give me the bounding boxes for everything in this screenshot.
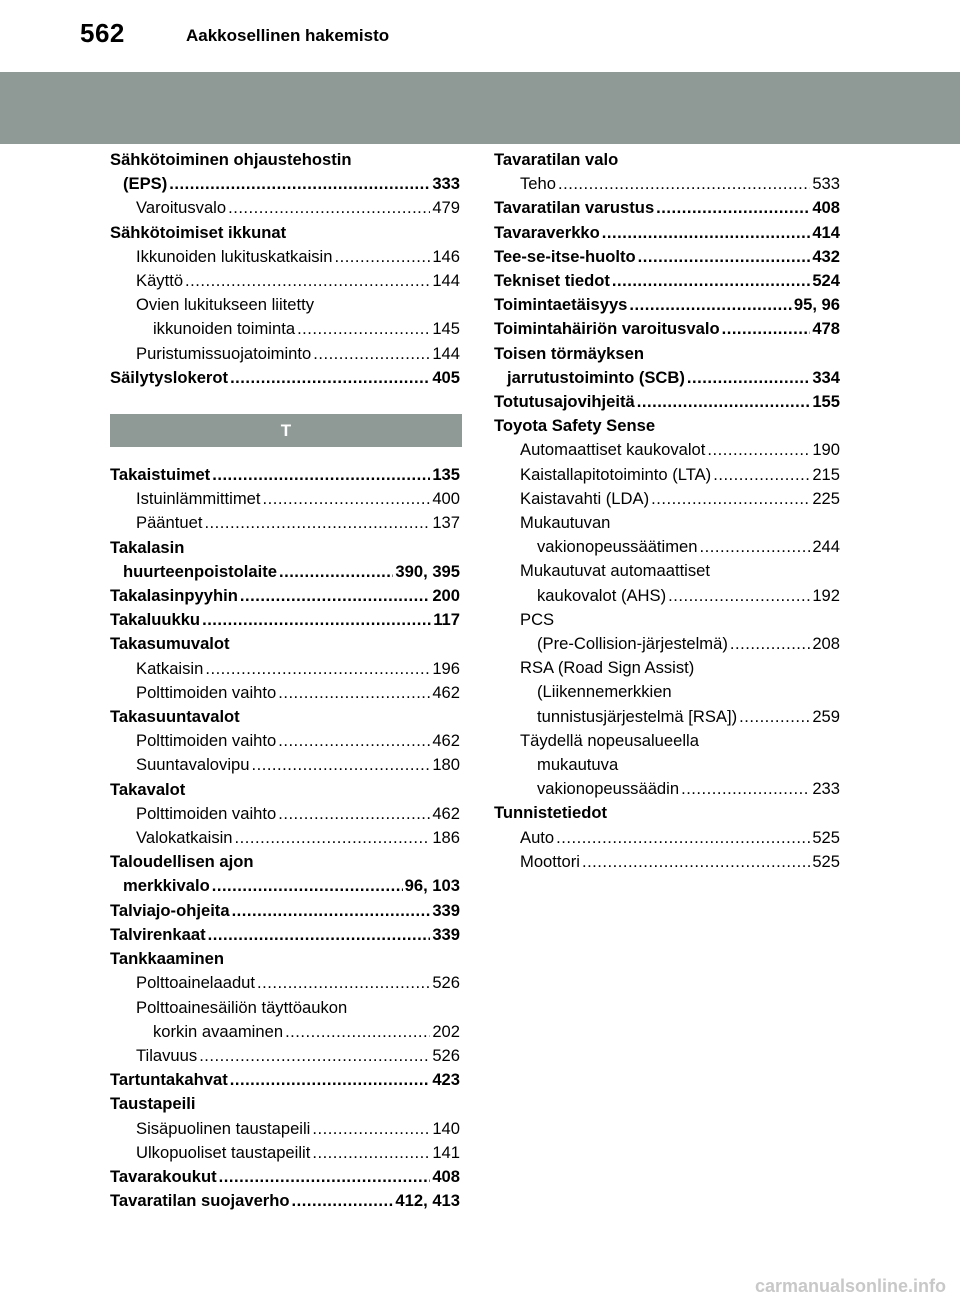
index-subentry: vakionopeussäätimen ..... 244: [494, 535, 840, 559]
index-subentry: Valokatkaisin ..... 186: [110, 826, 460, 850]
index-entry: merkkivalo ..... 96, 103: [110, 874, 460, 898]
index-subentry: Kaistallapitotoiminto (LTA) ..... 215: [494, 463, 840, 487]
index-subentry: Ikkunoiden lukituskatkaisin ..... 146: [110, 245, 460, 269]
index-subentry: Mukautuvan: [520, 513, 611, 533]
index-subentry: Varoitusvalo ..... 479: [110, 196, 460, 220]
index-subentry: Kaistavahti (LDA) ..... 225: [494, 487, 840, 511]
page-number: 562: [80, 18, 125, 48]
index-column-right: [494, 148, 840, 874]
index-entry: Takaluukku ..... 117: [110, 608, 460, 632]
section-title: Aakkosellinen hakemisto: [186, 26, 390, 45]
index-entry: Taustapeili: [110, 1094, 196, 1114]
index-entry: Toimintaetäisyys ..... 95, 96: [494, 293, 840, 317]
index-subentry: (Liikennemerkkien: [537, 682, 672, 702]
index-entry: Tavarakoukut ..... 408: [110, 1165, 460, 1189]
index-subentry: vakionopeussäädin ..... 233: [494, 777, 840, 801]
index-subentry: Polttoainesäiliön täyttöaukon: [136, 997, 348, 1017]
index-subentry: Ulkopuoliset taustapeilit ..... 141: [110, 1141, 460, 1165]
watermark: carmanualsonline.info: [754, 1276, 946, 1296]
index-subentry: Sisäpuolinen taustapeili ..... 140: [110, 1117, 460, 1141]
index-entry: jarrutustoiminto (SCB) ..... 334: [494, 366, 840, 390]
index-subentry: Teho ..... 533: [494, 172, 840, 196]
index-entry: Toimintahäiriön varoitusvalo ..... 478: [494, 317, 840, 341]
index-entry: Toyota Safety Sense: [494, 416, 656, 436]
index-entry: Sähkötoiminen ohjaustehostin: [110, 150, 352, 169]
index-entry: Takalasinpyyhin ..... 200: [110, 584, 460, 608]
index-subentry: Moottori ..... 525: [494, 850, 840, 874]
index-subentry: Polttoainelaadut ..... 526: [110, 971, 460, 995]
index-entry: Tavaratilan varustus ..... 408: [494, 196, 840, 220]
index-entry: Tekniset tiedot ..... 524: [494, 269, 840, 293]
index-subentry: Täydellä nopeusalueella: [520, 730, 699, 750]
index-entry: Talviajo-ohjeita ..... 339: [110, 899, 460, 923]
index-subentry: Polttimoiden vaihto ..... 462: [110, 802, 460, 826]
index-entry: Taloudellisen ajon: [110, 852, 254, 872]
index-entry: Toisen törmäyksen: [494, 343, 645, 363]
index-subentry: Istuinlämmittimet ..... 400: [110, 487, 460, 511]
index-subentry: Polttimoiden vaihto ..... 462: [110, 729, 460, 753]
page-header: [0, 0, 960, 72]
index-subentry: tunnistusjärjestelmä [RSA]) ..... 259: [494, 705, 840, 729]
index-subentry: (Pre-Collision-järjestelmä) ..... 208: [494, 632, 840, 656]
index-entry: Takasuuntavalot: [110, 707, 240, 727]
index-entry: Tavaraverkko ..... 414: [494, 221, 840, 245]
index-subentry: Pääntuet ..... 137: [110, 511, 460, 535]
index-subentry: Katkaisin ..... 196: [110, 657, 460, 681]
index-entry: Takavalot: [110, 779, 186, 799]
index-column-left: [110, 148, 460, 1213]
index-subentry: korkin avaaminen ..... 202: [110, 1020, 460, 1044]
index-entry: Tunnistetiedot: [494, 803, 608, 823]
header-band: [0, 72, 960, 144]
index-entry: Takalasin: [110, 537, 185, 557]
index-entry: (EPS) ..... 333: [110, 172, 460, 196]
index-entry: Tartuntakahvat ..... 423: [110, 1068, 460, 1092]
index-entry: Talvirenkaat ..... 339: [110, 923, 460, 947]
index-subentry: Käyttö ..... 144: [110, 269, 460, 293]
index-entry: Takasumuvalot: [110, 634, 230, 654]
index-subentry: Ovien lukitukseen liitetty: [136, 295, 315, 315]
index-entry: Tankkaaminen: [110, 949, 225, 969]
index-subentry: Automaattiset kaukovalot ..... 190: [494, 438, 840, 462]
index-entry: huurteenpoistolaite ..... 390, 395: [110, 560, 460, 584]
index-subentry: Polttimoiden vaihto ..... 462: [110, 681, 460, 705]
index-subentry: mukautuva: [537, 755, 619, 775]
index-subentry: ikkunoiden toiminta ..... 145: [110, 317, 460, 341]
index-entry: Takaistuimet ..... 135: [110, 463, 460, 487]
index-subentry: Auto ..... 525: [494, 826, 840, 850]
index-entry: Tee-se-itse-huolto ..... 432: [494, 245, 840, 269]
index-subentry: Puristumissuojatoiminto ..... 144: [110, 342, 460, 366]
index-subentry: Mukautuvat automaattiset: [520, 561, 711, 581]
index-subentry: Tilavuus ..... 526: [110, 1044, 460, 1068]
index-subentry: kaukovalot (AHS) ..... 192: [494, 584, 840, 608]
index-subentry: RSA (Road Sign Assist): [520, 658, 695, 678]
index-entry: Tavaratilan suojaverho ..... 412, 413: [110, 1189, 460, 1213]
index-entry: Tavaratilan valo: [494, 150, 619, 169]
letter-divider: T: [110, 414, 462, 447]
index-subentry: PCS: [520, 609, 555, 629]
index-entry: Totutusajovihjeitä ..... 155: [494, 390, 840, 414]
index-entry: Säilytyslokerot ..... 405: [110, 366, 460, 390]
index-subentry: Suuntavalovipu ..... 180: [110, 753, 460, 777]
index-entry: Sähkötoimiset ikkunat: [110, 222, 287, 242]
